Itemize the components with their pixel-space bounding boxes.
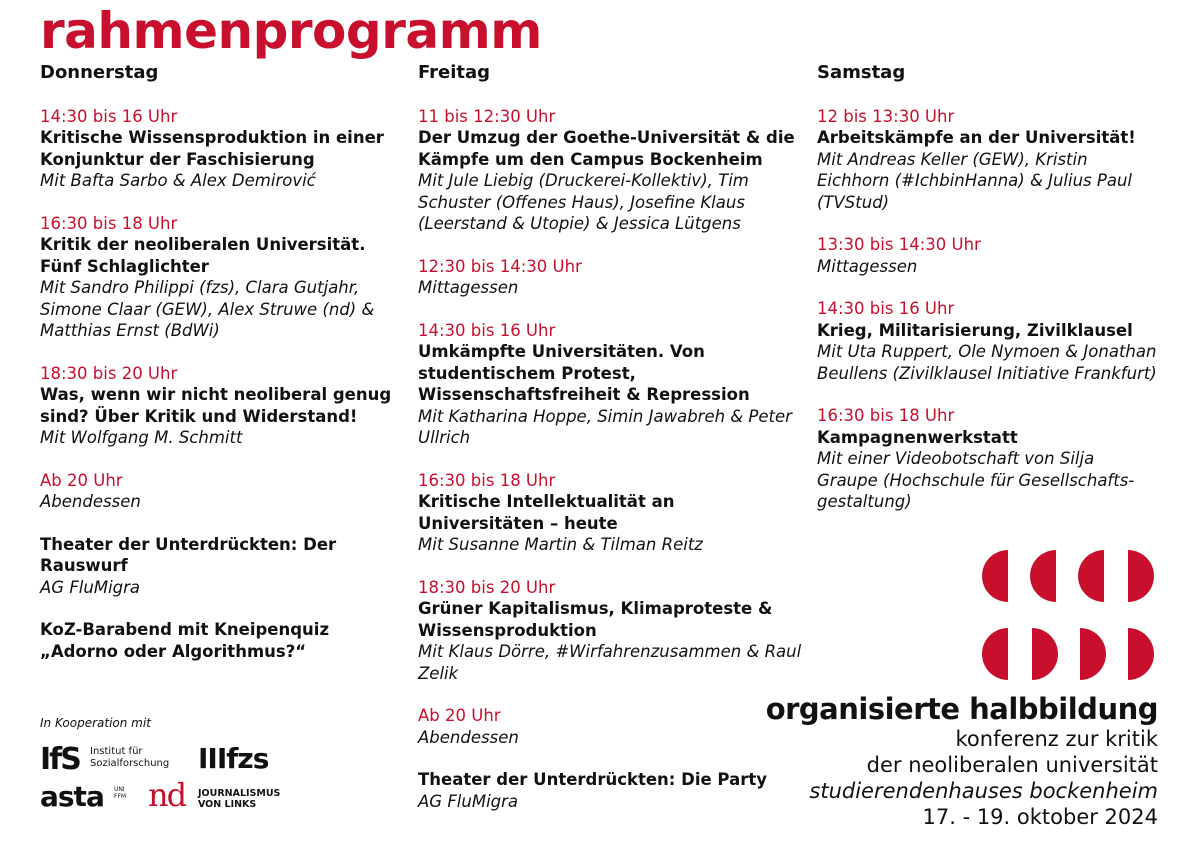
half-circle-3 bbox=[1078, 550, 1104, 602]
event-who: Mit Klaus Dörre, #Wirfahrenzusammen & Raul Zelik bbox=[418, 642, 802, 683]
half-circle-8 bbox=[1128, 628, 1154, 680]
event bbox=[40, 619, 400, 662]
event bbox=[418, 320, 803, 449]
event-time: 16:30 bis 18 Uhr bbox=[40, 213, 178, 233]
event-who: Mit einer Videobotschaft von Silja Graupe (Hochschule für Gesellschafts-gestaltung) bbox=[817, 449, 1135, 511]
event-title: Kritische Wissensproduktion in einer Konjunktur der Faschisierung bbox=[40, 128, 384, 169]
uni-ffm-logo: UNI FFM bbox=[114, 786, 127, 800]
partner-logos bbox=[40, 740, 280, 820]
event bbox=[418, 470, 803, 556]
event bbox=[418, 705, 803, 748]
event-who: Mit Uta Ruppert, Ole Nymoen & Jonathan Beullens (Zivilklausel Initiative Frankfurt) bbox=[817, 342, 1157, 383]
nd-logo: nd bbox=[148, 776, 186, 814]
event-time: 13:30 bis 14:30 Uhr bbox=[817, 235, 981, 254]
event-who: AG FluMigra bbox=[40, 577, 141, 597]
cooperation-label: In Kooperation mit bbox=[40, 716, 151, 730]
event-who: Mit Bafta Sarbo & Alex Demirović bbox=[40, 171, 316, 190]
event-time: 14:30 bis 16 Uhr bbox=[418, 320, 556, 340]
day-column bbox=[817, 62, 1157, 534]
event-time: 16:30 bis 18 Uhr bbox=[418, 470, 556, 490]
event-who: Abendessen bbox=[40, 492, 141, 511]
nd-logo-subtitle: JOURNALISMUS VON LINKS bbox=[198, 788, 281, 810]
asta-logo: asta bbox=[40, 780, 104, 813]
event-who: Mit Jule Liebig (Druckerei-Kollektiv), Tim Schuster (Offenes Haus), Josefine Klaus (Leerstand & Utopie) & Jessica Lütgens bbox=[418, 171, 749, 233]
day-column bbox=[40, 62, 400, 683]
half-circle-6 bbox=[1032, 628, 1058, 680]
event-who: Mit Wolfgang M. Schmitt bbox=[40, 428, 243, 447]
half-circle-1 bbox=[982, 550, 1008, 602]
brand-line-3: studierendenhauses bockenheim bbox=[809, 779, 1158, 803]
ifs-logo-subtitle: Institut für Sozialforschung bbox=[90, 746, 170, 769]
event bbox=[418, 256, 803, 299]
event-title: Der Umzug der Goethe-Universität & die Kämpfe um den Campus Bockenheim bbox=[418, 128, 795, 169]
half-circle-2 bbox=[1030, 550, 1056, 602]
half-circle-4 bbox=[1128, 550, 1154, 602]
conference-brand bbox=[766, 692, 1158, 830]
event bbox=[40, 534, 400, 599]
brand-line-1: konferenz zur kritik bbox=[955, 727, 1158, 751]
event-time: 12:30 bis 14:30 Uhr bbox=[418, 256, 582, 276]
ifs-logo: IfS bbox=[40, 742, 80, 777]
half-circle-7 bbox=[1080, 628, 1106, 680]
event-title: Arbeitskämpfe an der Universität! bbox=[817, 128, 1136, 147]
event bbox=[40, 213, 400, 342]
event-time: 11 bis 12:30 Uhr bbox=[418, 106, 556, 126]
day-heading: Samstag bbox=[817, 62, 906, 83]
half-circle-5 bbox=[982, 628, 1008, 680]
event bbox=[817, 106, 1157, 214]
event bbox=[40, 363, 400, 449]
event-time: 18:30 bis 20 Uhr bbox=[40, 363, 178, 383]
event-time: Ab 20 Uhr bbox=[40, 470, 123, 490]
page-title: rahmenprogramm bbox=[40, 2, 542, 60]
event-title: Krieg, Militarisierung, Zivilklausel bbox=[817, 320, 1133, 340]
event bbox=[418, 106, 803, 235]
event-who: Mit Katharina Hoppe, Simin Jawabreh & Peter Ullrich bbox=[418, 406, 792, 447]
event-time: Ab 20 Uhr bbox=[418, 706, 501, 725]
event-who: Mit Sandro Philippi (fzs), Clara Gutjahr, Simone Claar (GEW), Alex Struwe (nd) & Matthias Ernst (BdWi) bbox=[40, 278, 375, 340]
event-title: Kritische Intellektualität an Universitäten – heute bbox=[418, 492, 675, 533]
event bbox=[40, 106, 400, 192]
event-title: KoZ-Barabend mit Kneipenquiz „Adorno oder Algorithmus?“ bbox=[40, 620, 330, 661]
event bbox=[817, 234, 1157, 277]
fzs-logo: IIIfzs bbox=[198, 742, 269, 775]
event-time: 12 bis 13:30 Uhr bbox=[817, 106, 955, 126]
brand-line-4: 17. - 19. oktober 2024 bbox=[922, 805, 1158, 829]
event-time: 14:30 bis 16 Uhr bbox=[817, 299, 955, 318]
event bbox=[418, 769, 803, 812]
event-title: Grüner Kapitalismus, Klimaproteste & Wissensproduktion bbox=[418, 599, 773, 640]
half-circles-graphic bbox=[980, 548, 1160, 688]
event-title: Kampagnenwerkstatt bbox=[817, 427, 1018, 447]
event bbox=[40, 470, 400, 513]
event-who: Abendessen bbox=[418, 727, 519, 747]
event-title: Umkämpfte Universitäten. Von studentischem Protest, Wissenschaftsfreiheit & Repression bbox=[418, 342, 750, 404]
event bbox=[817, 405, 1157, 513]
event-who: AG FluMigra bbox=[418, 791, 519, 811]
day-heading: Freitag bbox=[418, 62, 491, 83]
event-who: Mit Susanne Martin & Tilman Reitz bbox=[418, 535, 703, 554]
event-time: 18:30 bis 20 Uhr bbox=[418, 577, 556, 597]
event-title: Theater der Unterdrückten: Der Rauswurf bbox=[40, 534, 337, 575]
event-time: 16:30 bis 18 Uhr bbox=[817, 406, 955, 425]
day-column bbox=[418, 62, 803, 833]
event-title: Kritik der neoliberalen Universität. Fünf Schlaglichter bbox=[40, 235, 366, 276]
brand-title: organisierte halbbildung bbox=[765, 692, 1158, 726]
event-who: Mittagessen bbox=[817, 256, 918, 276]
event-who: Mit Andreas Keller (GEW), Kristin Eichhorn (#IchbinHanna) & Julius Paul (TVStud) bbox=[817, 149, 1132, 212]
event-title: Theater der Unterdrückten: Die Party bbox=[418, 770, 767, 789]
event-who: Mittagessen bbox=[418, 278, 519, 297]
event-title: Was, wenn wir nicht neoliberal genug sind? Über Kritik und Widerstand! bbox=[40, 385, 392, 426]
brand-line-2: der neoliberalen universität bbox=[866, 753, 1158, 777]
event bbox=[418, 577, 803, 685]
day-heading: Donnerstag bbox=[40, 62, 159, 83]
event bbox=[817, 298, 1157, 384]
event-time: 14:30 bis 16 Uhr bbox=[40, 106, 178, 126]
